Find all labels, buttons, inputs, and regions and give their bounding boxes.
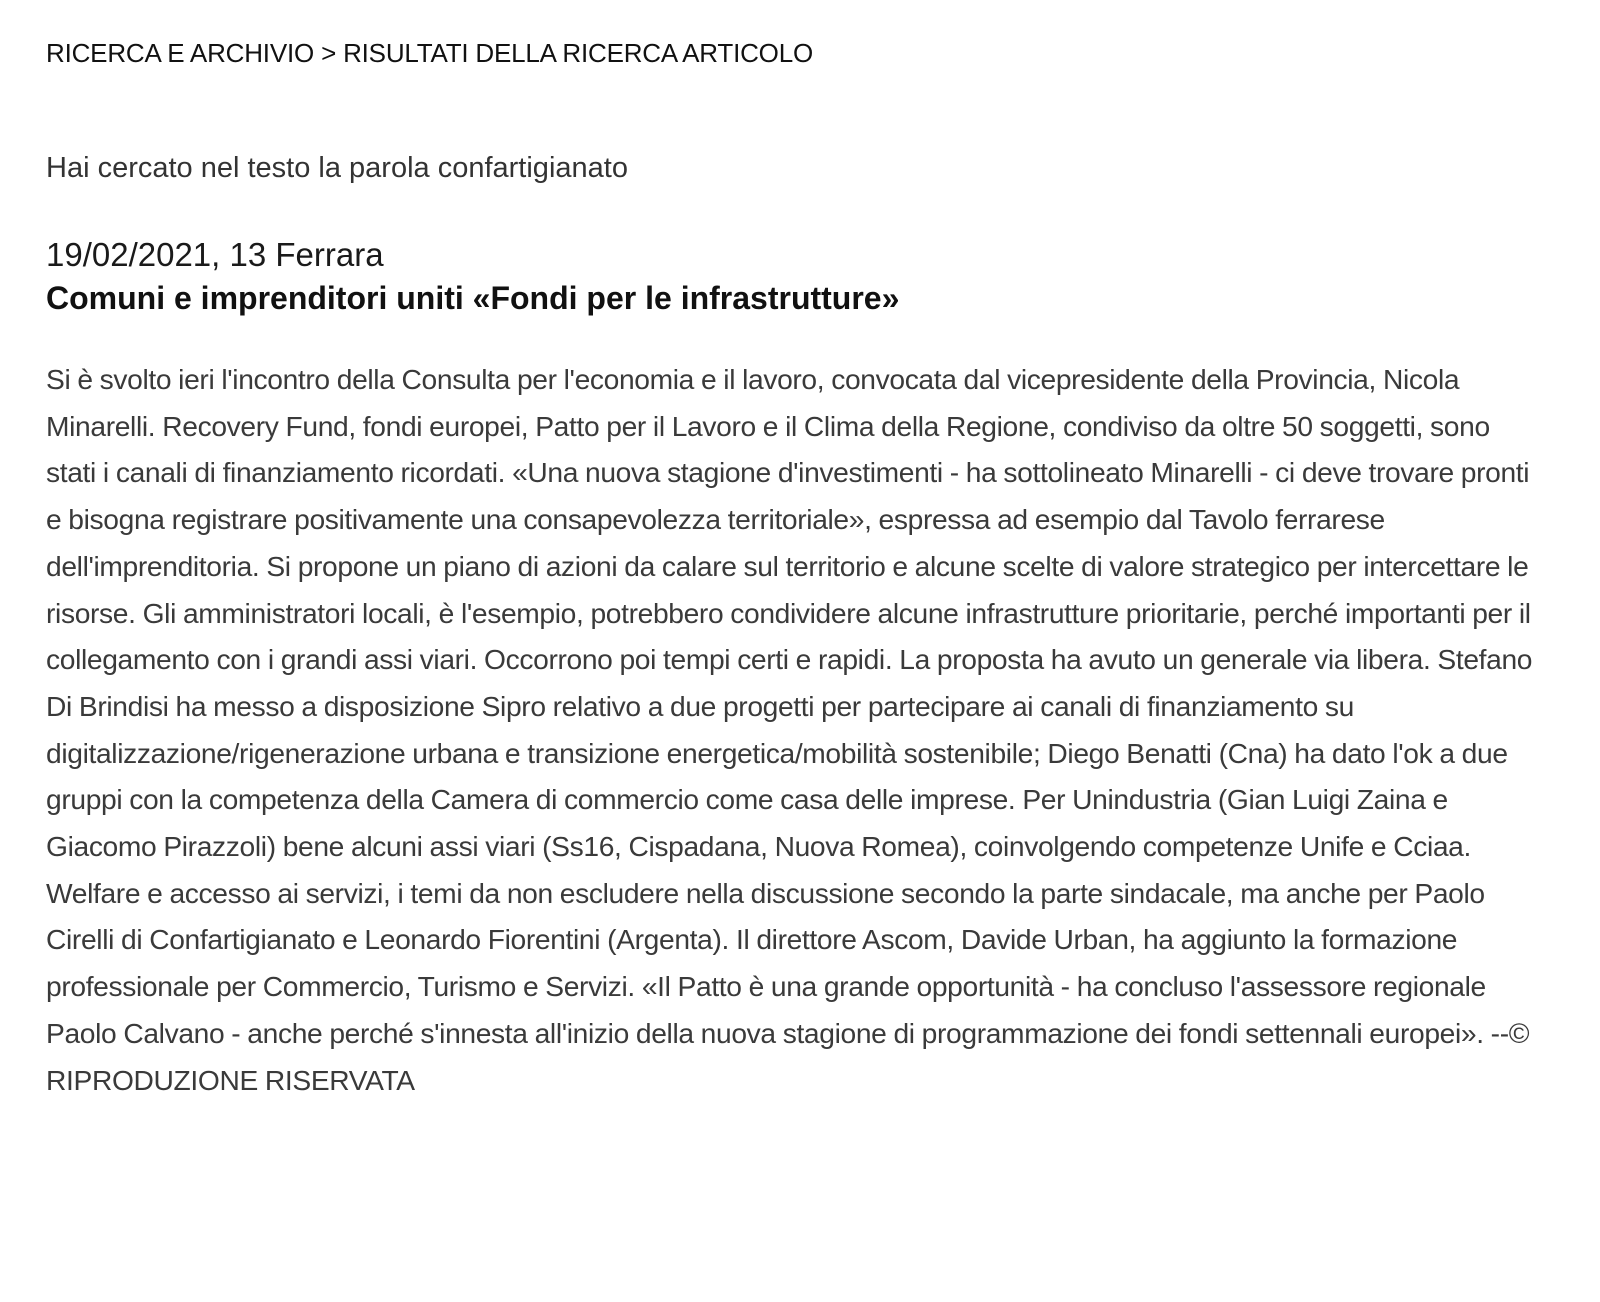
article-title: Comuni e imprenditori uniti «Fondi per le infrastrutture» [46, 280, 900, 316]
search-summary: Hai cercato nel testo la parola confartigianato [46, 152, 628, 184]
article-body: Si è svolto ieri l'incontro della Consulta per l'economia e il lavoro, convocata dal vicepresidente della Provincia, Nicola Minarelli. Recovery Fund, fondi europei, Patto per il Lavoro e il Clima della Regione, condiviso da oltre 50 soggetti, sono stati i canali di finanziamento ricordati. «Una nuova stagione d'investimenti - ha sottolineato Minarelli - ci deve trovare pronti e bisogna registrare positivamente una consapevolezza territoriale», espressa ad esempio dal Tavolo ferrarese dell'imprenditoria. Si propone un piano di azioni da calare sul territorio e alcune scelte di valore strategico per intercettare le risorse. Gli amministratori locali, è l'esempio, potrebbero condividere alcune infrastrutture prioritarie, perché importanti per il collegamento con i grandi assi viari. Occorrono poi tempi certi e rapidi. La proposta ha avuto un generale via libera. Stefano Di Brindisi ha messo a disposizione Sipro relativo a due progetti per partecipare ai canali di finanziamento su digitalizzazione/rigenerazione urbana e transizione energetica/mobilità sostenibile; Diego Benatti (Cna) ha dato l'ok a due gruppi con la competenza della Camera di commercio come casa delle imprese. Per Unindustria (Gian Luigi Zaina e Giacomo Pirazzoli) bene alcuni assi viari (Ss16, Cispadana, Nuova Romea), coinvolgendo competenze Unife e Cciaa. Welfare e accesso ai servizi, i temi da non escludere nella discussione secondo la parte sindacale, ma anche per Paolo Cirelli di Confartigianato e Leonardo Fiorentini (Argenta). Il direttore Ascom, Davide Urban, ha aggiunto la formazione professionale per Commercio, Turismo e Servizi. «Il Patto è una grande opportunità - ha concluso l'assessore regionale Paolo Calvano - anche perché s'innesta all'inizio della nuova stagione di programmazione dei fondi settennali europei». --© RIPRODUZIONE RISERVATA [46, 363, 1533, 1096]
breadcrumb-current-page: RISULTATI DELLA RICERCA ARTICOLO [343, 38, 813, 68]
breadcrumb-separator: > [321, 38, 344, 68]
breadcrumb-link-search-archive[interactable]: RICERCA E ARCHIVIO [46, 38, 315, 68]
article-date-page-edition: 19/02/2021, 13 Ferrara [46, 236, 384, 273]
breadcrumb [46, 38, 813, 69]
